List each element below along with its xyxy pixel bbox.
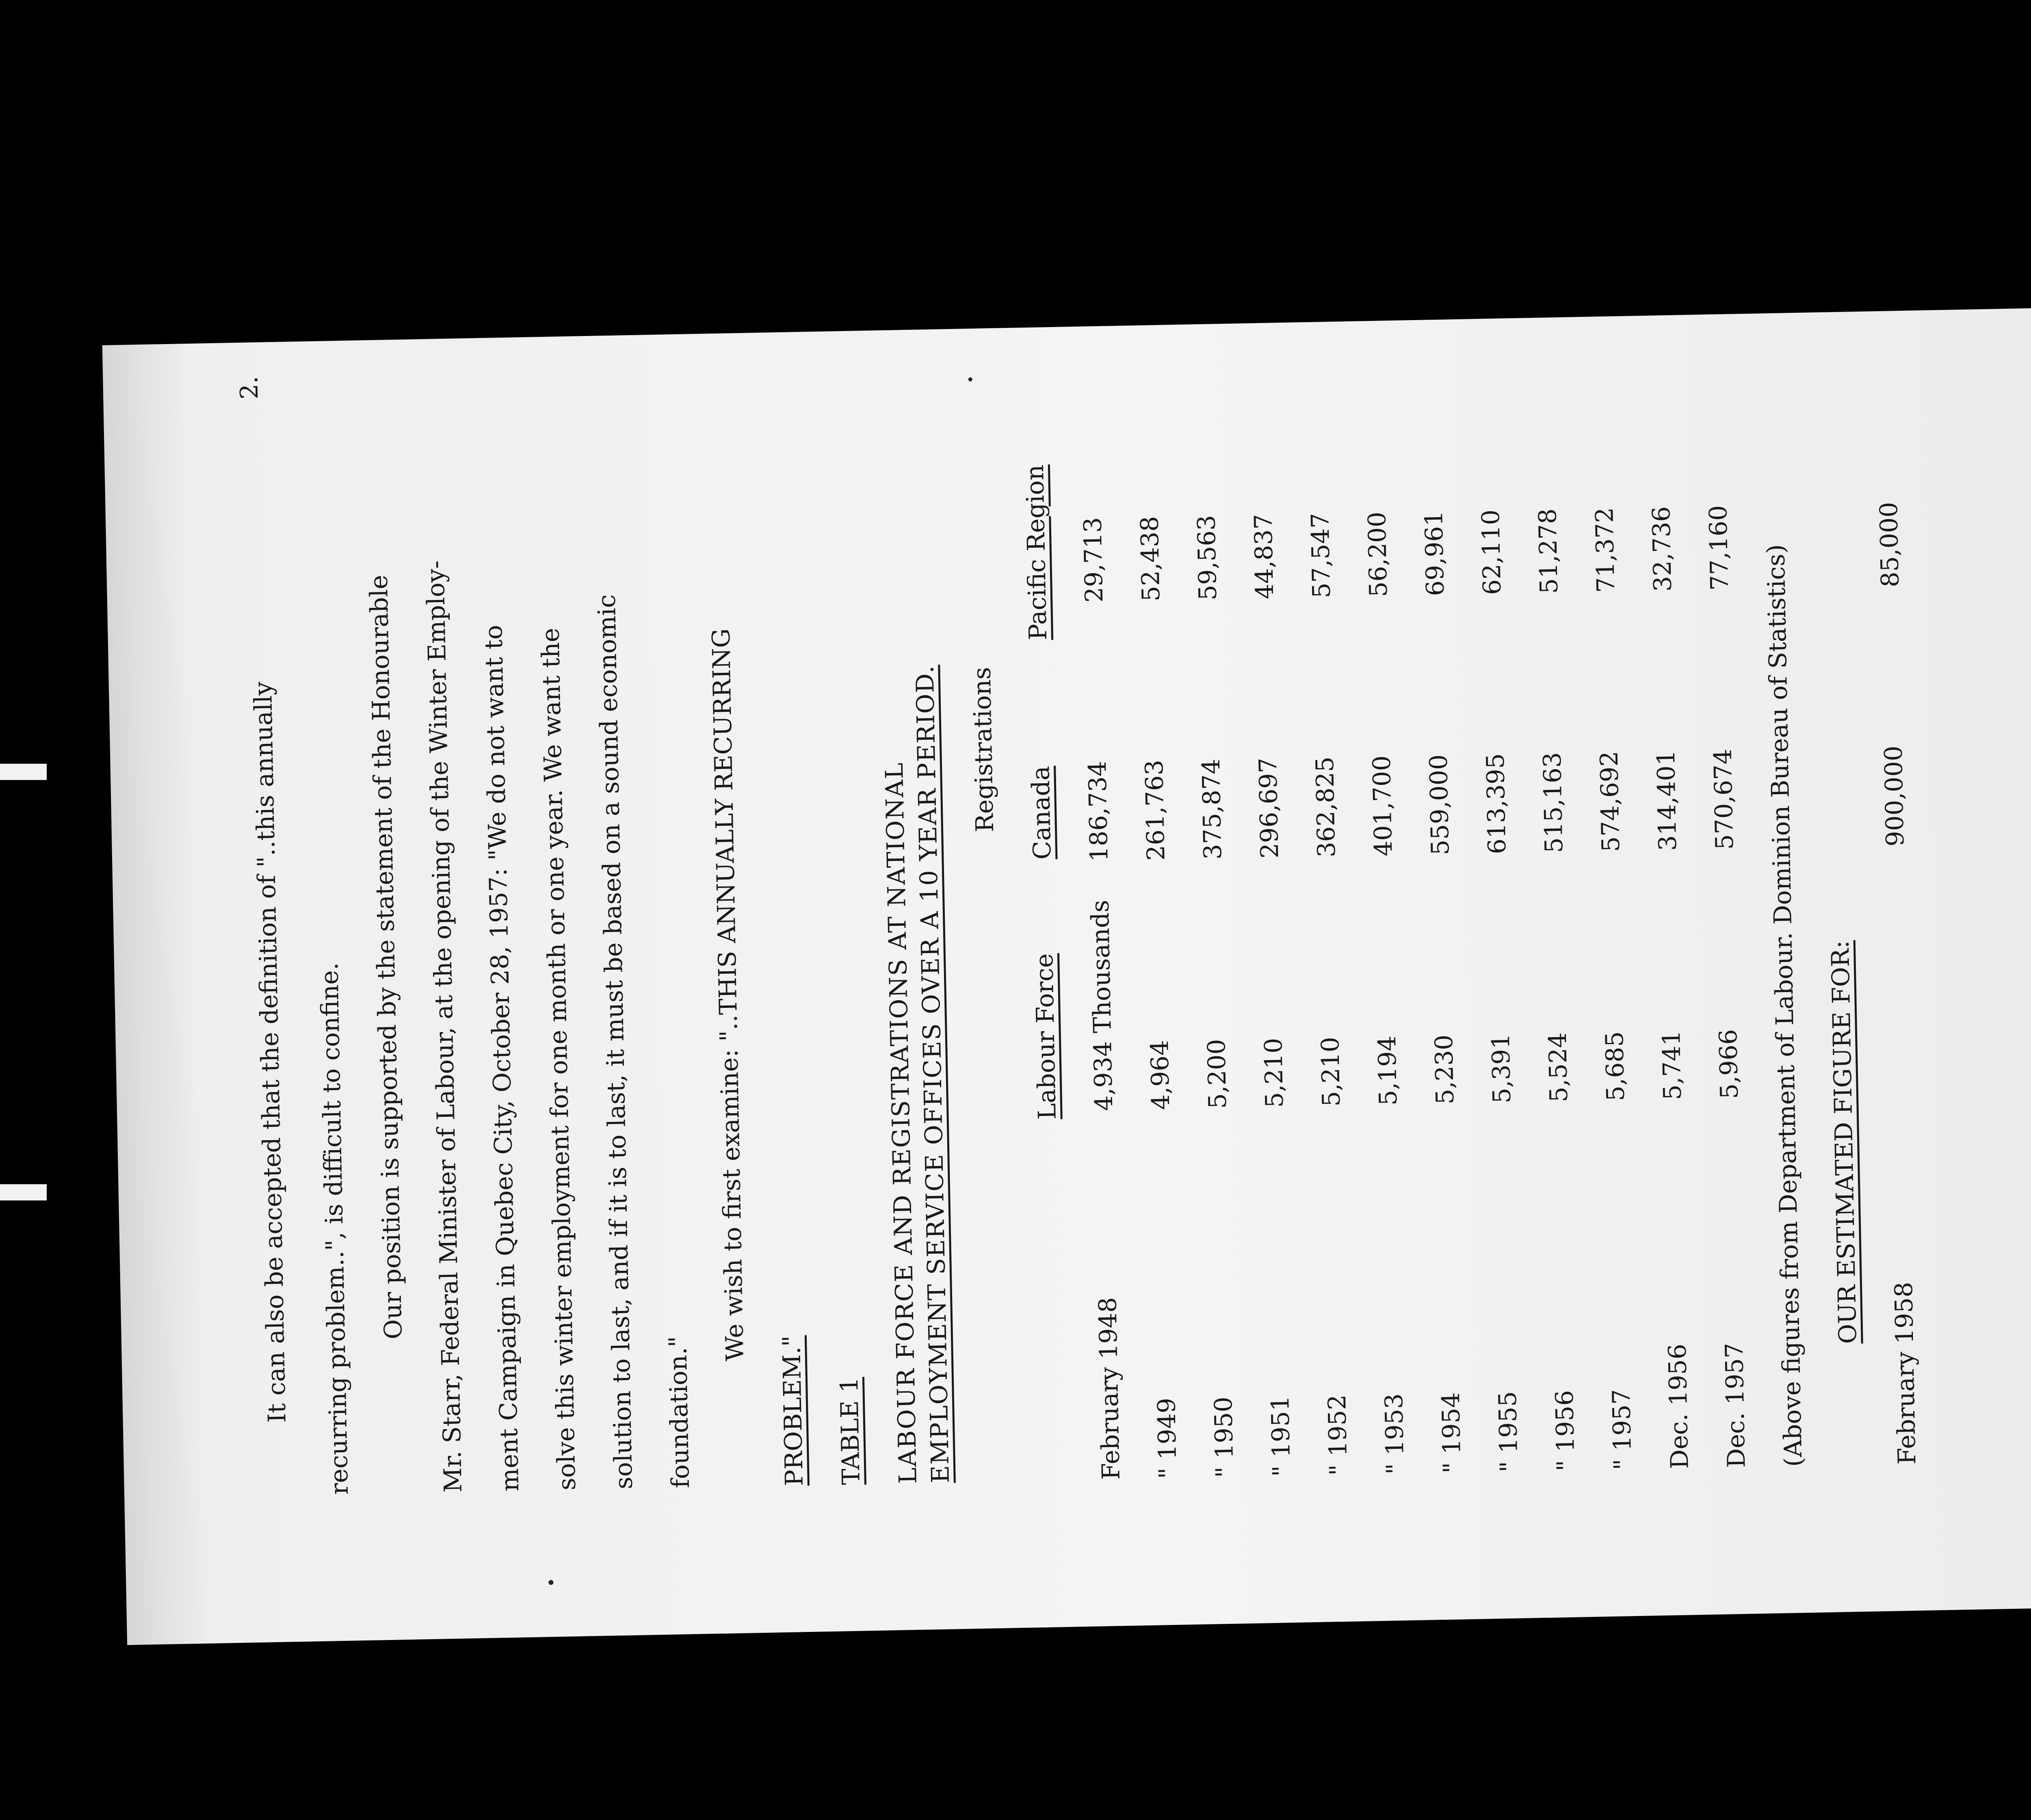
paragraph-line: We wish to first examine: "..THIS ANNUALLY RECURRING [707,628,750,1362]
row-label: " 1956 [1550,1390,1581,1471]
pacific-value: 51,278 [1533,508,1564,594]
estimate-row-label: February 1958 [1889,1281,1922,1465]
film-frame-strip-left-bottom [0,1184,47,1200]
canada-value: 186,734 [1083,760,1114,862]
pacific-value: 32,736 [1647,506,1678,592]
estimate-heading: OUR ESTIMATED FIGURE FOR: [1826,940,1862,1344]
row-label: " 1953 [1379,1393,1410,1475]
paragraph-line: It can also be accepted that the definition of "..this annually [249,681,292,1423]
pacific-value: 77,160 [1704,505,1734,591]
pacific-value: 62,110 [1477,509,1507,595]
labour-force-value: 5,966 [1714,1029,1744,1099]
units-label: Thousands [1086,899,1117,1034]
canada-value: 559,000 [1424,754,1455,856]
row-label: " 1954 [1436,1392,1467,1474]
paragraph-line: Mr. Starr, Federal Minister of Labour, at the opening of the Winter Employ- [421,560,468,1493]
row-label: " 1949 [1152,1398,1182,1479]
row-label: " 1950 [1209,1396,1239,1478]
pacific-header: Pacific Region [1020,464,1053,641]
pacific-value: 52,438 [1135,516,1166,602]
paragraph-line: Our position is supported by the statement of the Honourable [364,574,408,1340]
labour-force-value: 4,964 [1145,1040,1176,1110]
labour-force-value: 5,230 [1429,1034,1460,1105]
pacific-value: 71,372 [1590,507,1621,593]
canada-value: 570,674 [1708,748,1739,850]
table-title-line1: LABOUR FORCE AND REGISTRATIONS AT NATIONAL [880,762,922,1484]
pacific-value: 56,200 [1363,511,1393,598]
paragraph-line: solve this winter employment for one month or one year. We want the [536,627,582,1491]
paragraph-line: ment Campaign in Quebec City, October 28, 1957: "We do not want to [479,624,525,1492]
row-label: " 1957 [1607,1389,1637,1471]
paragraph-line: PROBLEM." [777,1335,809,1486]
row-label: Dec. 1956 [1663,1343,1694,1469]
labour-force-value: 5,741 [1657,1030,1687,1101]
film-frame-strip-left-top [0,764,47,780]
canada-value: 314,401 [1652,750,1682,851]
canada-value: 401,700 [1367,755,1398,857]
paragraph-line: foundation." [663,1335,695,1488]
estimate-canada-value: 900,000 [1879,745,1910,847]
labour-force-value: 5,194 [1373,1035,1403,1106]
pacific-value: 69,961 [1420,510,1450,596]
paragraph-line: recurring problem..", is difficult to confine. [315,962,354,1495]
pacific-value: 59,563 [1192,515,1223,601]
canada-value: 574,692 [1595,751,1626,852]
row-label: Dec. 1957 [1720,1342,1751,1468]
canada-value: 515,163 [1538,752,1569,854]
canada-value: 362,825 [1310,756,1341,858]
labour-force-value: 5,210 [1259,1038,1289,1108]
labour-force-value: 5,200 [1202,1038,1232,1109]
canada-value: 296,697 [1254,757,1284,859]
canada-header: Canada [1026,765,1057,860]
registrations-header: Registrations [968,667,1000,833]
labour-force-value: 4,934 [1089,1041,1119,1112]
typed-page-content [172,331,2031,1615]
canada-value: 261,763 [1140,759,1171,861]
row-label: " 1955 [1493,1391,1524,1473]
page-number: 2. [235,376,264,400]
source-note: (Above figures from Department of Labour. Dominion Bureau of Statistics) [1761,544,1808,1467]
canada-value: 613,395 [1481,753,1512,855]
row-label: " 1951 [1266,1395,1296,1477]
table-title-line2: EMPLOYMENT SERVICE OFFICES OVER A 10 YEAR PERIOD. [911,665,955,1484]
labour-force-value: 5,685 [1600,1031,1630,1102]
scanned-page [102,305,2031,1645]
labour-force-header: Labour Force [1030,953,1062,1120]
labour-force-value: 5,210 [1316,1036,1346,1107]
row-label: February 1948 [1093,1297,1126,1480]
pacific-value: 44,837 [1249,514,1280,600]
canada-value: 375,874 [1197,758,1228,860]
pacific-value: 29,713 [1078,517,1109,603]
pacific-value: 57,547 [1306,512,1336,599]
labour-force-value: 5,524 [1543,1032,1574,1103]
estimate-pacific-value: 85,000 [1874,501,1905,588]
row-label: " 1952 [1323,1394,1353,1476]
table-label: TABLE 1 [835,1377,866,1485]
paragraph-line: solution to last, and if it is to last, it must be based on a sound economic [592,594,639,1490]
labour-force-value: 5,391 [1486,1033,1517,1104]
